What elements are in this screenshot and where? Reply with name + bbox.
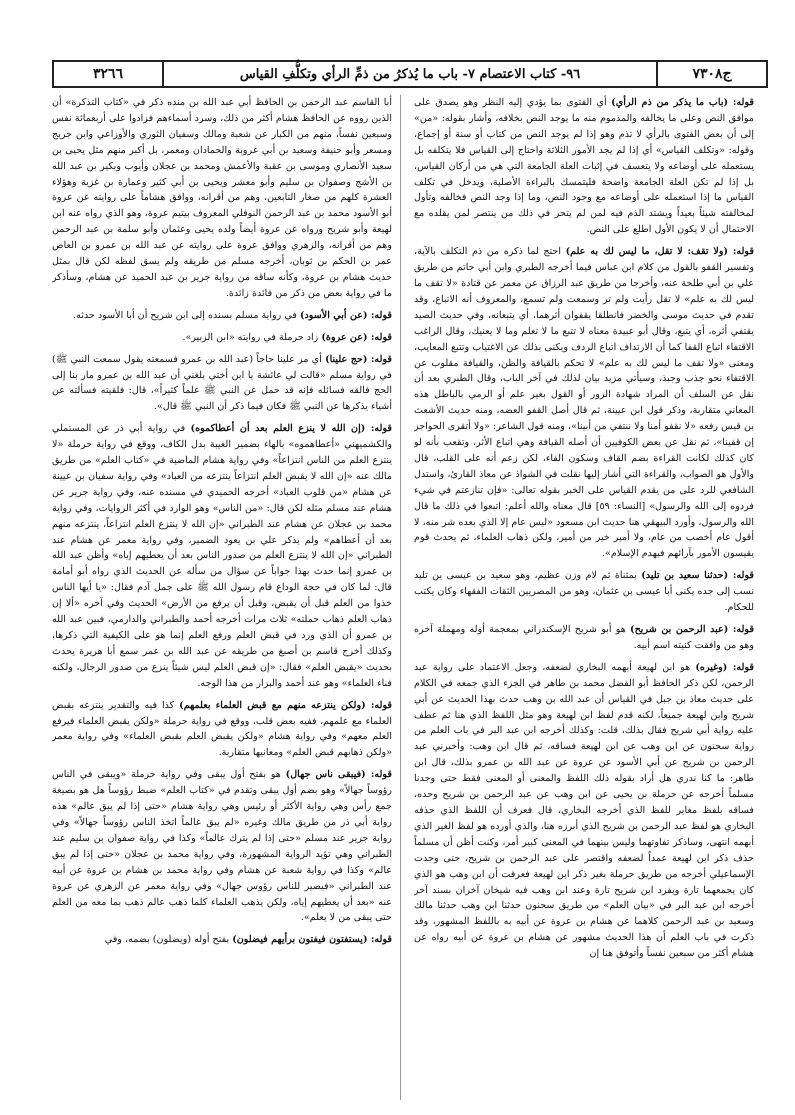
paragraph-lead: قوله: (باب ما يذكر من ذم الرأي) bbox=[611, 97, 754, 108]
commentary-paragraph bbox=[52, 698, 392, 762]
paragraph-lead: قوله: (ولكن ينتزعه منهم مع قبض العلماء بعلمهم) bbox=[179, 699, 392, 711]
paragraph-text: أي مر علينا حاجاً (عبد الله بن عمرو فسمعته يقول سمعت النبي ﷺ) في رواية مسلم «قالت لي عائشة يا ابن أختي بلغني أن عبد الله بن عمرو مار بنا إلى الحج فالقه فسائله فإنه قد حمل عن النبي ﷺ علماً كثيراً»، قال: فلقيته فسألته عن أشياء يذكرها عن النبي ﷺ فكان فيما ذكر أن النبي ﷺ قال». bbox=[52, 353, 392, 413]
page-header bbox=[52, 60, 768, 88]
paragraph-text: كذا فيه والتقدير ينتزعه بقبض العلماء مع علمهم، ففيه بعض قلب، ووقع في رواية حرملة «ولكن يقبض العلماء فيرفع العلم معهم» وفي رواية هشام «ولكن يقبض العلم بقبض العلماء» وفي رواية معمر «ولكن ذهابهم قبض العلم» ومعانيها متقاربة. bbox=[52, 699, 392, 759]
commentary-paragraph bbox=[52, 932, 392, 948]
paragraph-lead: قوله: (ولا تقف: لا تقل، ما ليس لك به علم) bbox=[565, 246, 754, 258]
paragraph-text: أبا القاسم عبد الرحمن بن الحافظ أبي عبد الله بن منده ذكر في «كتاب التذكرة» أن الذين رووه عن الحافظ هشام أكثر من ذلك، وسرد أسماءهم فزادوا على أربعمائة نفس وسبعين نفساً، منهم من الكبار عن شعبة ومالك وسفيان الثوري والأوزاعي وابن جريج ومسعر وأبو حنيفة وسعيد بن أبي عروبة والحمادان ومعمر، بل أكبر منهم مثل يحيى بن سعيد الأنصاري وموسى بن عقبة والأعمش ومحمد بن عجلان وأيوب وبكير بن عبد الله بن الأشج وصفوان بن سليم وأبو معشر ويحيى بن أبي كثير وعمارة بن غزية وهؤلاء العشرة كلهم من صغار التابعين، وهم من أقرانه، ووافق هشاماً على روايته عن عروة أبو الأسود محمد بن عبد الرحمن النوفلي المعروف بيتيم عروة، وهو الذي رواه عنه ابن لهيعة وأبو شريح ورواه عن عروة أيضاً ولده يحيى وعثمان وأبو سلمة بن عبد الرحمن وهم من أقرانه، والزهري ووافق عروة على روايته عن عبد الله بن عمرو بن العاص عمر بن الحكم بن ثوبان، أخرجه مسلم من طريقه ولم يسق لفظه لكن قال بمثل حديث هشام بن عروة، وكأنه ساقه من رواية جرير بن عبد الحميد عن هشام، وسأذكر ما في رواية بعض من ذكر من فائدة زائدة. bbox=[52, 97, 392, 299]
paragraph-text: في رواية أبي ذر عن المستملي والكشميهني «أعطاهموه» بالهاء بضمير الغيبة بدل الكاف، ووقع في رواية حرملة «لا ينتزع العلم من الناس انتزاعاً» وفي رواية هشام الماضية في «كتاب العلم» من طريق مالك عنه «إن الله لا يقبض العلم انتزاعاً ينتزعه من العباد» وفي رواية سفيان بن عيينة عن هشام «من قلوب العباد» أخرجه الحميدي في مسنده عنه، وفي رواية جرير عن هشام عند مسلم مثله لكن قال: «من الناس» وهو الوارد في أكثر الروايات، وفي رواية محمد بن عجلان عن هشام عند الطبراني «إن الله لا ينتزع العلم انتزاعاً، ينتزعه منهم بعد أن أعطاهم» ولم يذكر علي بن يعود الضمير، وفي رواية معمر عن هشام عند الطبراني «إن الله لا ينتزع العلم من صدور الناس بعد أن يعطيهم إياه» وأظن عبد الله بن عمرو إنما حدث بهذا جواباً عن سؤال من سأله عن الحديث الذي رواه أبو أمامة قال: لما كان في حجة الوداع قام رسول الله ﷺ على جمل آدم فقال: «يا أيها الناس خذوا من العلم قبل أن يقبض، وقبل أن يرفع من الأرض» الحديث وفي آخره «ألا إن ذهاب العلم ذهاب حملته» ثلاث مرات أخرجه أحمد والطبراني والدارمي، فبين عبد الله بن عمرو أن الذي ورد في قبض العلم ورفع العلم إنما هو على الكيفية التي ذكرها، وكذلك أخرج قاسم بن أصبغ من طريقه عن عبد الله بن عمر سمع أبا هريرة يحدث بحديث «يقبض العلم» فقال: «إن قبض العلم ليس شيئاً ينزع من صدور الرجال، ولكنه فناء العلماء» وهو عند أحمد والبزار من هذا الوجه. bbox=[52, 423, 392, 689]
paragraph-lead: قوله: (عبد الرحمن بن شريح) bbox=[630, 624, 754, 635]
paragraph-lead: قوله: (فيبقى ناس جهال) bbox=[285, 769, 392, 781]
paragraph-text: بمثناة ثم لام وزن عظيم، وهو سعيد بن عيسى بن تليد نسب إلى جده يكنى أبا عيسى بن عثمان، وهو من المصريين الثقات الفقهاء وكان يكتب للحكام. bbox=[414, 570, 754, 614]
commentary-paragraph bbox=[414, 244, 754, 562]
commentary-paragraph bbox=[52, 95, 392, 302]
paragraph-text: هو ابن لهيعة أبهمه البخاري لضعفه، وجعل الاعتماد على رواية عبد الرحمن، لكن ذكر الحافظ أبو الفضل محمد بن طاهر في الجزء الذي جمعه في الكلام على حديث معاذ بن جبل في القياس أن عبد الله بن وهب حدث بهذا الحديث عن أبي شريح وابن لهيعة جميعاً، لكنه قدم لفظ ابن لهيعة وهو مثل اللفظ الذي هنا ثم عطف عليه رواية أبي شريح فقال بذلك، قلت: وكذلك أخرجه ابن عبد البر في باب العلم من رواية سحنون عن ابن وهب عن ابن لهيعة فساقه، ثم قال ابن وهب: وأخبرني عبد الرحمن بن شريح عن أبي الأسود عن عروة عن عبد الله بن عمرو بذلك، قال ابن طاهر: ما كنا ندري هل أراد بقوله ذلك اللفظ والمعنى أو المعنى فقط حتى وجدنا مسلماً أخرجه عن حرملة بن يحيى عن ابن وهب عن عبد الرحمن بن شريح وحده، فساقه بلفظ مغاير للفظ الذي أخرجه البخاري، قال فعرف أن اللفظ الذي حذفه البخاري هو لفظ عبد الرحمن بن شريح الذي أبرزه هنا، والذي أورده هو لفظ الغير الذي أبهمه انتهى، وساذكر تفاوتهما وليس بينهما في المعنى كبير أمر، وكنت أظن أن مسلماً حذف ذكر ابن لهيعة عمداً لضعفه واقتصر على عبد الرحمن بن شريح، حتى وجدت الإسماعيلي أخرجه من طريق حرملة بغير ذكر ابن لهيعة فعرفت أن ابن وهب هو الذي كان يجمعهما تارة ويفرد ابن شريح تارة وعند ابن وهب فيه شيخان آخران بسند آخر أخرجه ابن عبد البر في «بيان العلم» من طريق سحنون حدثنا ابن وهب حدثنا مالك وسعيد بن عبد الرحمن كلاهما عن هشام بن عروة عن أبيه به باللفظ المشهور، وقد ذكرت في باب العلم أن هذا الحديث مشهور عن هشام بن عروة عن أبيه رواه عن هشام أكثر من سبعين نفساً وأتوفق هنا إن bbox=[414, 661, 754, 960]
paragraph-text: بفتح أوله (ويضلون) بضمه، وفي bbox=[104, 934, 230, 946]
paragraph-text: هو أبو شريح الإسكندراني بمعجمة أوله ومهملة آخره وهو من وافقت كنيته اسم أبيه. bbox=[414, 624, 754, 651]
paragraph-lead: قوله: (حدثنا سعيد بن تليد) bbox=[641, 570, 754, 582]
paragraph-lead: قوله: (حج علينا) bbox=[325, 353, 392, 365]
commentary-paragraph bbox=[414, 622, 754, 654]
paragraph-text: هو بفتح أول يبقى وفي رواية حرملة «ويبقى في الناس رؤوساً جهالاً» وهو بضم أول يبقى وتقدم في «كتاب العلم» ضبط رؤوساً هل هو بصيغة جمع رأس وهي رواية الأكثر أو رئيس وهي رواية هشام «حتى إذا لم يبق عالم» هذه رواية أبي ذر من طريق مالك وغيره «لم يبق عالماً اتخذ الناس رؤوساً جهالاً» وفي رواية جرير عند مسلم «حتى إذا لم يترك عالماً» وكذا في رواية صفوان بن سليم عند الطبراني وهي تؤيد الرواية المشهورة، وفي رواية محمد بن عجلان «حتى إذا لم يبق عالم» وكذا في رواية شعبة عن هشام وفي رواية محمد بن هشام بن عروة عن أبيه عند الطبراني «فيصير للناس رؤوس جهال» وفي رواية معمر عن الزهري عن عروة عنه «بعد أن يعطيهم إياه، ولكن يذهب العلماء كلما ذهب عالم ذهب بما معه من العلم حتى يبقى من لا يعلم». bbox=[52, 769, 392, 924]
commentary-paragraph bbox=[52, 330, 392, 346]
paragraph-text: احتج لما ذكره من ذم التكلف بالآية، وتفسير القفو بالقول من كلام ابن عباس فيما أخرجه الطبري وابن أبي حاتم من طريق علي بن أبي طلحة عنه، وأخرجا من طريق عبد الرزاق عن معمر عن قتادة «لا تقف ما ليس لك به علم» لا تقل رأيت ولم تر وسمعت ولم تسمع، والمعروف أنه الاتباع، وقد تقدم في حديث موسى والخضر فانطلقا يقفوان أثرهما، أي يتبعانه، وفي حديث الصيد يقتفي أثره، أي يتبع، وقال أبو عبيدة معناه لا تتبع ما لا تعلم وما لا يعنيك، وقال الراغب الاقتفاء اتباع القفا كما أن الارتداف اتباع الردف ويكنى بذلك عن الاغتياب وتتبع المعايب، ومعنى «ولا تقف ما ليس لك به علم» لا تحكم بالقيافة والظن، والقيافة مقلوب عن الاقتفاء نحو جذب وجبذ، وسيأتي مزيد بيان لذلك في آخر الباب، وقال الطبري بعد أن نقل عن السلف أن المراد شهادة الزور أو القول بغير علم أو الرمي بالباطل هذه المعاني متقاربة، وذكر قول ابن عيينة، ثم قال أصل القفو العضه، ومنه حديث الأشعث بن قيس رفعه «لا نقفو أمنا ولا ننتفي من أبينا»، ومنه قول الشاعر: «ولا أتقرى الحواجز إن قفينا»، ثم نقل عن بعض الكوفيين أن أصله القيافة وهي اتباع الأثر، وتقعب بأنه لو كان كذلك لكانت القراءة بضم القاف وسكون الفاء، لكن زعم أنه على القلب، قال والأول هو الصواب، والقراءة التي أشار إليها نقلت في الشواذ عن معاذ القارئ، واستدل الشافعي للرد على من يقدم القياس على الخبر بقوله تعالى: «فإن تنازعتم في شيء فردوه إلى الله والرسول» [النساء: ٥٩] قال معناه والله أعلم: اتبعوا في ذلك ما قال الله والرسول، وأورد البيهقي هنا حديث ابن مسعود «ليس عام إلا الذي بعده شر منه، لا أقول عام أخصب من عام، ولا أمير خير من أمير، ولكن ذهاب العلماء، ثم يحدث قوم يقيسون الأمور بآرائهم فيهدم الإسلام». bbox=[414, 246, 754, 560]
page-number: ٣٢٦٦ bbox=[54, 62, 164, 86]
column-divider bbox=[400, 95, 401, 1100]
left-column bbox=[52, 95, 392, 1100]
paragraph-lead: قوله: (عن عروة) bbox=[321, 331, 392, 343]
commentary-paragraph bbox=[52, 421, 392, 691]
commentary-paragraph bbox=[414, 568, 754, 616]
paragraph-lead: قوله: (يستفتون فيفتون برأيهم فيضلون) bbox=[232, 934, 392, 946]
running-title: ٩٦- كتاب الاعتصام ٧- باب ما يُذكرُ من ذمِّ الرأي وتكلُّفِ القياس bbox=[239, 66, 581, 82]
commentary-paragraph bbox=[414, 660, 754, 962]
volume-label: ج٧٣٠٨ bbox=[656, 62, 766, 86]
paragraph-text: زاد حرملة في روايته «ابن الزبير». bbox=[182, 331, 319, 343]
paragraph-text: في رواية مسلم بسنده إلى ابن شريح أن أبا الأسود حدثه. bbox=[73, 309, 297, 321]
commentary-paragraph bbox=[52, 352, 392, 416]
commentary-paragraph bbox=[414, 95, 754, 238]
commentary-paragraph bbox=[52, 767, 392, 926]
paragraph-text: أي الفتوى بما يؤدي إليه النظر وهو يصدق على موافق النص وعلى ما يخالفه والمذموم منه ما يوجد النص بخلافه، وأشار بقوله: «من» إلى أن بعض الفتوى بالرأي لا تذم وهو إذا لم يوجد النص من كتاب أو سنة أو إجماع، وقوله: «وتكلف القياس» أي إذا لم يجد الأمور الثلاثة واحتاج إلى القياس فلا يتكلفه بل يستعمله على أوضاعه ولا يتعسف في إثبات العلة الجامعة التي هي من أركان القياس، بل إذا لم تكن العلة الجامعة واضحة فليتمسك بالبراءة الأصلية، ويدخل في تكلف القياس ما إذا استعمله على أوضاعه مع وجود النص، وما إذا وجد النص فخالفه وتأول لمخالفته شيئاً بعيداً ويشتد الذم فيه لمن لم يتحر في ذلك من ينتصر لمن يقلده مع الاحتمال أن لا يكون الأول اطلع على النص. bbox=[414, 97, 754, 236]
paragraph-lead: قوله: (إن الله لا ينزع العلم بعد أن أعطاكموه) bbox=[190, 423, 392, 435]
paragraph-lead: قوله: (وغيره) bbox=[695, 661, 754, 673]
right-column bbox=[414, 95, 754, 1100]
commentary-paragraph bbox=[52, 308, 392, 324]
paragraph-lead: قوله: (عن أبي الأسود) bbox=[299, 309, 392, 321]
